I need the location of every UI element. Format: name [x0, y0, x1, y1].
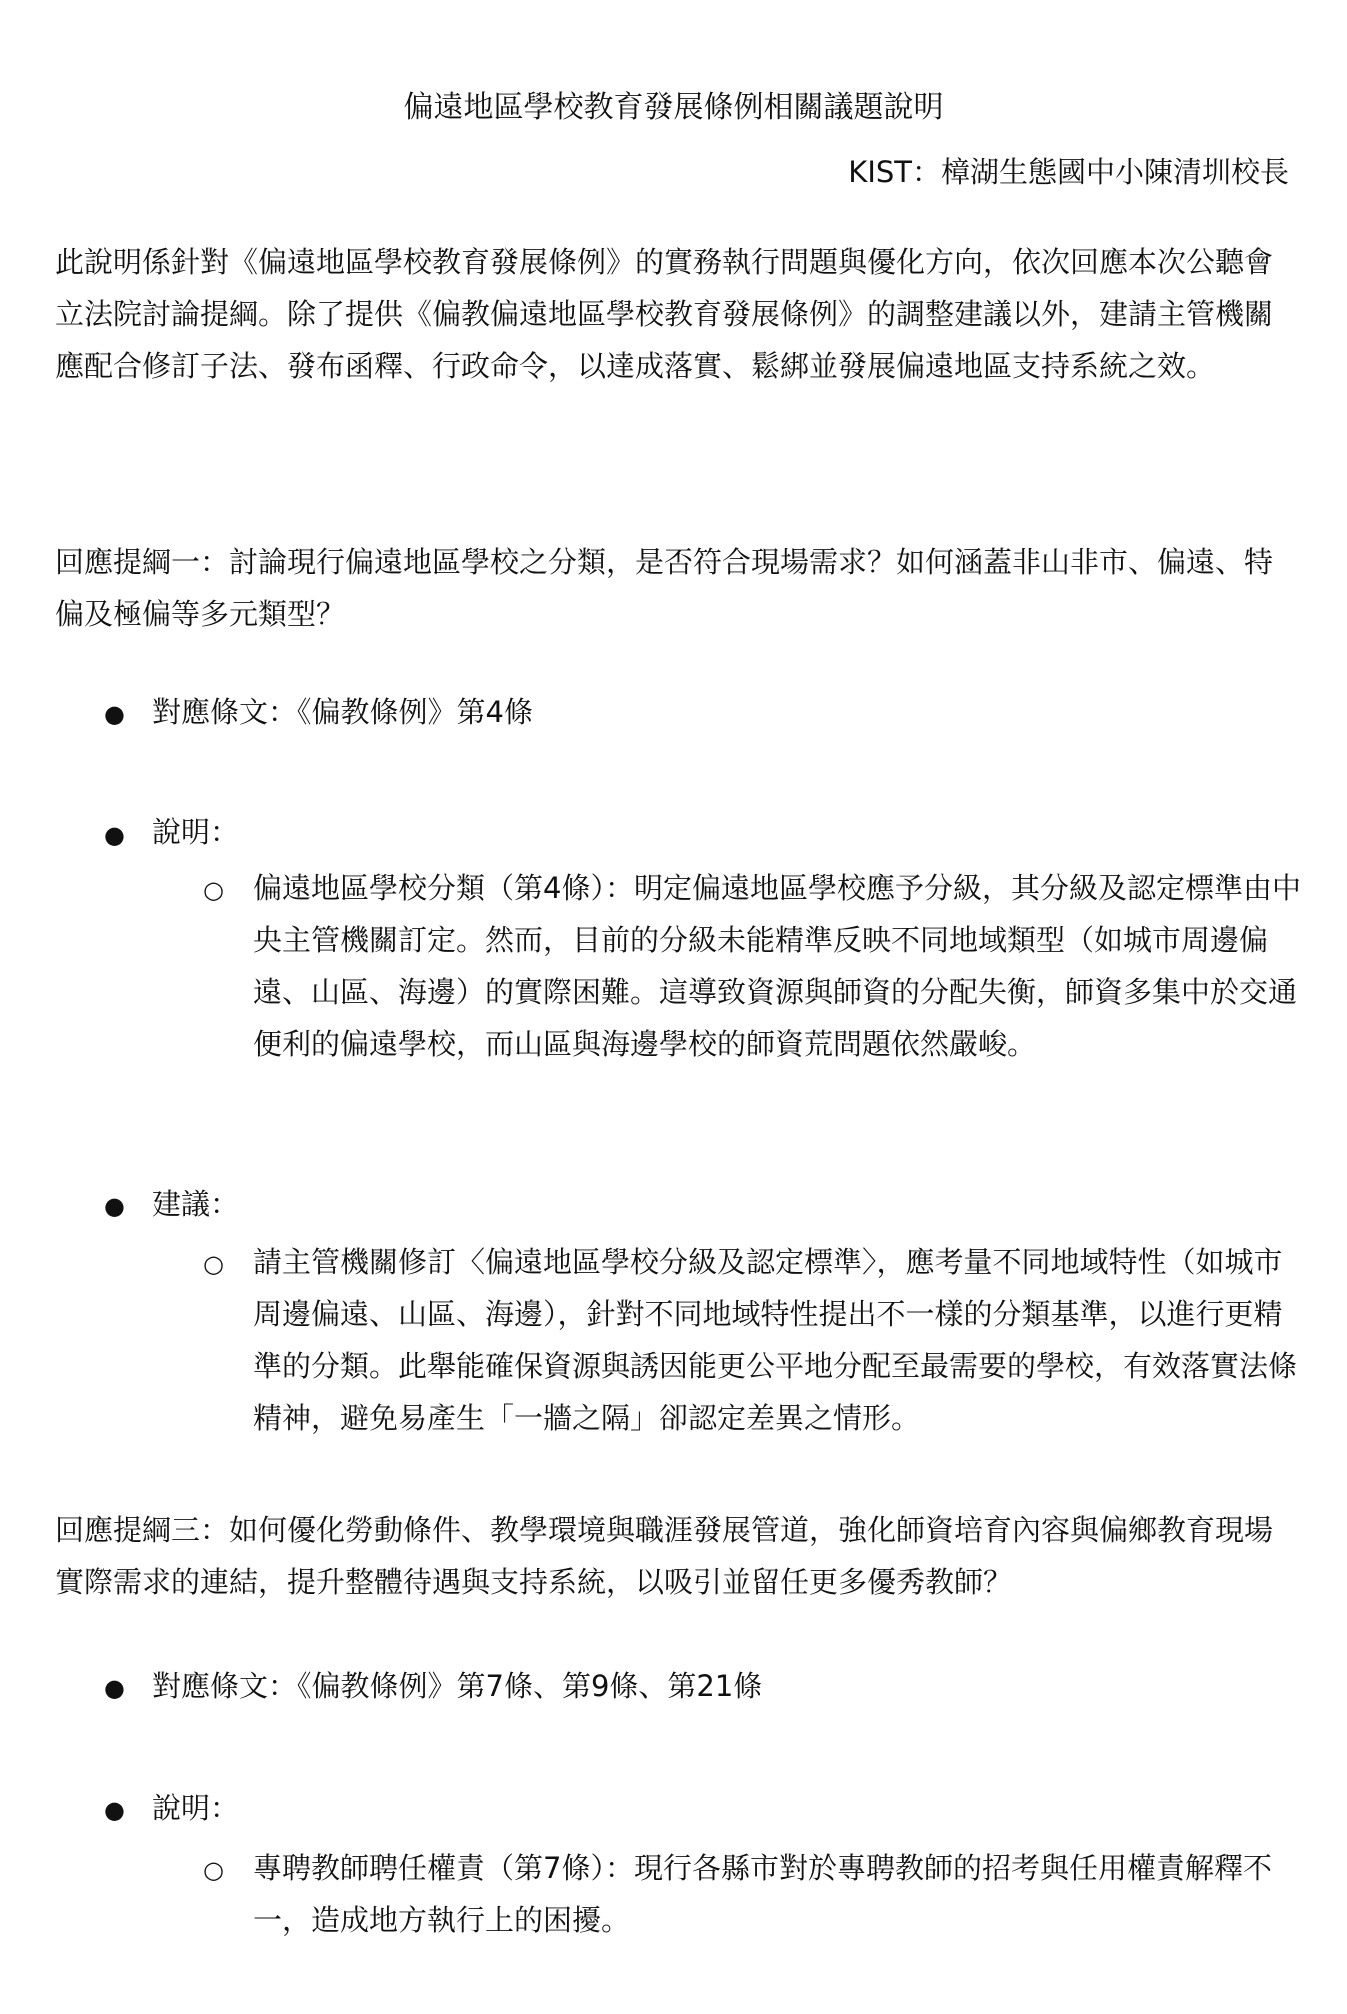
bullet-icon: ● [104, 1674, 125, 1702]
section1-explain-item: 說明： [152, 815, 240, 849]
section1-heading: 回應提綱一：討論現行偏遠地區學校之分類，是否符合現場需求？如何涵蓋非山非市、偏遠、特偏及極偏等多元類型？ [55, 545, 1274, 631]
section3-heading: 回應提綱三：如何優化勞動條件、教學環境與職涯發展管道，強化師資培育內容與偏鄉教育現場實際需求的連結，提升整體待遇與支持系統，以吸引並留任更多優秀教師？ [55, 1513, 1274, 1599]
section1-suggest-text: 請主管機關修訂〈偏遠地區學校分級及認定標準〉，應考量不同地域特性（如城市周邊偏遠、山區、海邊），針對不同地域特性提出不一樣的分類基準，以進行更精準的分類。此舉能確保資源與誘因能更公平地分配至最需要的學校，有效落實法條精神，避免易產生「一牆之隔」卻認定差異之情形。 [253, 1245, 1298, 1435]
section1-explain-text: 偏遠地區學校分類（第4條）：明定偏遠地區學校應予分級，其分級及認定標準由中央主管機關訂定。然而，目前的分級未能精準反映不同地域類型（如城市周邊偏遠、山區、海邊）的實際困難。這導致資源與師資的分配失衡，師資多集中於交通便利的偏遠學校，而山區與海邊學校的師資荒問題依然嚴峻。 [253, 871, 1301, 1061]
bullet-icon: ● [104, 700, 125, 728]
section3-article-item: 對應條文：《偏教條例》第7條、第9條、第21條 [152, 1669, 763, 1703]
section1-article-item: 對應條文：《偏教條例》第4條 [152, 695, 533, 729]
intro-paragraph: 此說明係針對《偏遠地區學校教育發展條例》的實務執行問題與優化方向，依次回應本次公聽會立法院討論提綱。除了提供《偏教偏遠地區學校教育發展條例》的調整建議以外，建請主管機關應配合修訂子法、發布函釋、行政命令，以達成落實、鬆綁並發展偏遠地區支持系統之效。 [55, 245, 1274, 383]
bullet-icon: ● [104, 1192, 125, 1220]
document-title: 偏遠地區學校教育發展條例相關議題說明 [403, 90, 944, 125]
sub-bullet-icon: ○ [203, 1250, 224, 1278]
bullet-icon: ● [104, 1796, 125, 1824]
bullet-icon: ● [104, 821, 125, 849]
author-line: KIST：樟湖生態國中小陳清圳校長 [848, 155, 1289, 189]
section3-explain-item: 說明： [152, 1791, 240, 1825]
sub-bullet-icon: ○ [203, 1856, 224, 1884]
section1-suggest-item: 建議： [152, 1187, 240, 1221]
section3-explain-text: 專聘教師聘任權責（第7條）：現行各縣市對於專聘教師的招考與任用權責解釋不一，造成地方執行上的困擾。 [253, 1851, 1272, 1937]
sub-bullet-icon: ○ [203, 876, 224, 904]
